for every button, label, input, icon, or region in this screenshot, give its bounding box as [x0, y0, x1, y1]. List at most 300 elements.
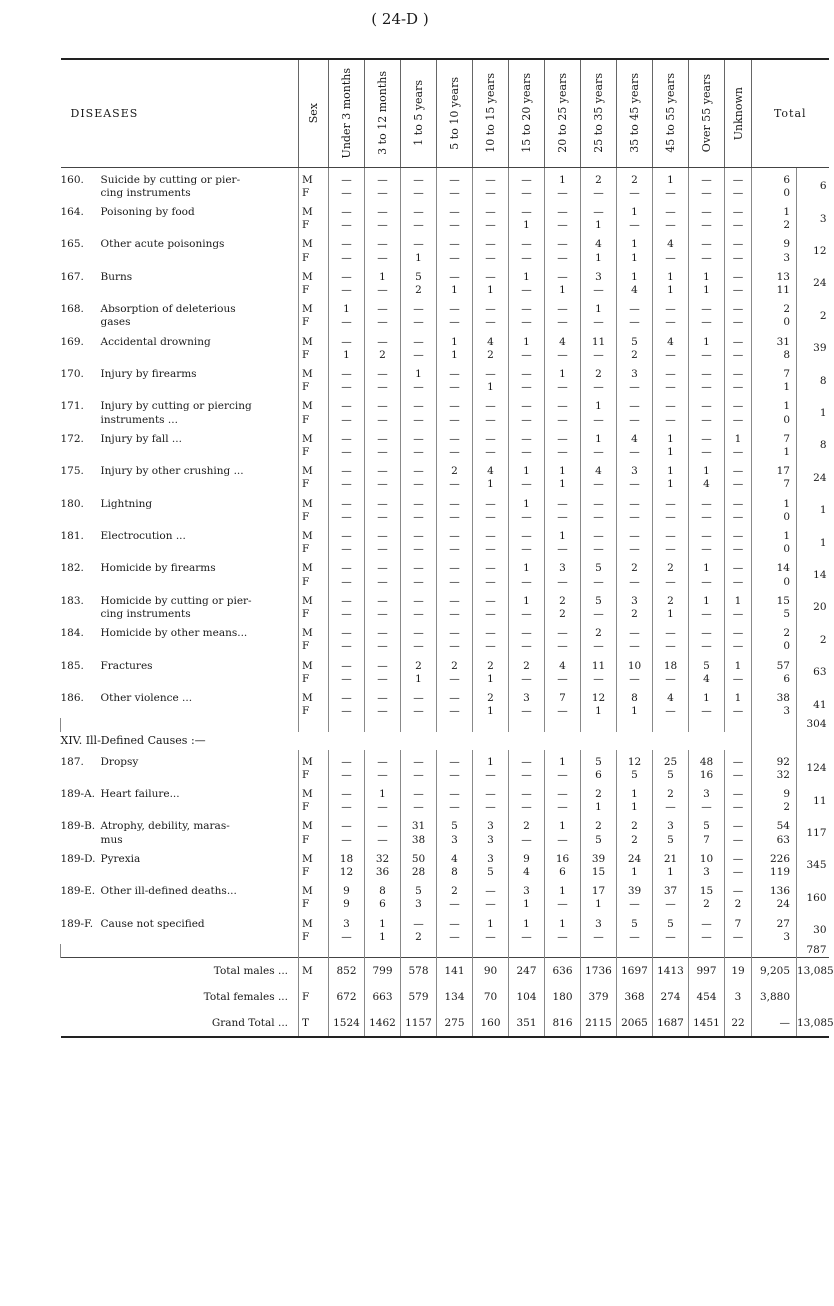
count-cell: 3 [509, 686, 545, 705]
table-row-female [61, 284, 829, 297]
count-cell: — [401, 782, 437, 801]
count-cell: 1 [653, 478, 689, 491]
disease-label: Cause not specified [100, 917, 205, 930]
sex-cell: F [299, 801, 329, 814]
count-cell: 6 [581, 769, 617, 782]
disease-label: Other violence ... [100, 692, 193, 704]
count-cell: — [617, 414, 653, 427]
count-cell: — [581, 316, 617, 329]
count-cell: 1 [581, 252, 617, 265]
summary-value-cell: 22 [725, 1010, 752, 1037]
table-row-female [61, 705, 829, 718]
count-cell: 1 [653, 284, 689, 297]
count-cell: 9 [509, 847, 545, 866]
count-cell: 4 [581, 232, 617, 251]
summary-grand-cell: 13,085 [797, 958, 829, 985]
count-cell: — [725, 834, 752, 847]
count-cell: 1 [689, 589, 725, 608]
count-cell: 1 [545, 524, 581, 543]
count-cell: 18 [653, 654, 689, 673]
disease-name [61, 394, 299, 413]
disease-name [61, 750, 299, 769]
count-cell: 3 [617, 589, 653, 608]
count-cell: 2 [365, 349, 401, 362]
count-cell: — [653, 219, 689, 232]
count-cell: 38 [401, 834, 437, 847]
count-cell: — [545, 673, 581, 686]
count-cell: 1 [653, 446, 689, 459]
count-cell: — [725, 576, 752, 589]
count-cell: — [401, 705, 437, 718]
summary-value-cell: 454 [689, 984, 725, 1010]
count-cell: 1 [473, 381, 509, 394]
count-cell: 1 [581, 427, 617, 446]
count-cell: — [365, 232, 401, 251]
disease-name-continued [61, 801, 299, 814]
age-column-header: 20 to 25 years [545, 59, 581, 167]
summary-value-cell: 274 [653, 984, 689, 1010]
count-cell: — [689, 349, 725, 362]
count-cell: — [725, 219, 752, 232]
summary-value-cell: 19 [725, 958, 752, 985]
table-row-female [61, 381, 829, 394]
summary-label: Total females ... [203, 991, 288, 1004]
count-cell: 2 [617, 814, 653, 833]
count-cell: — [689, 187, 725, 200]
count-cell: — [581, 524, 617, 543]
count-cell: — [437, 608, 473, 621]
count-cell: — [617, 394, 653, 413]
count-cell: — [437, 414, 473, 427]
count-cell: — [545, 576, 581, 589]
disease-label: Fractures [100, 659, 153, 672]
count-cell: — [329, 556, 365, 575]
count-cell: — [581, 608, 617, 621]
count-cell: — [545, 252, 581, 265]
count-cell: 5 [653, 769, 689, 782]
sex-total-cell: 31 [752, 330, 797, 349]
count-cell: 8 [365, 879, 401, 898]
count-cell: 1 [509, 898, 545, 911]
disease-name-continued [61, 866, 299, 879]
summary-label: Total males ... [61, 958, 299, 985]
disease-name-continued [61, 414, 299, 427]
table-row-male [61, 297, 829, 316]
age-column-header: Over 55 years [689, 59, 725, 167]
summary-value-cell: 368 [617, 984, 653, 1010]
count-cell: — [581, 931, 617, 944]
empty-cell [365, 944, 401, 958]
count-cell: — [365, 576, 401, 589]
grand-total-cell: 3 [797, 200, 829, 232]
count-cell: 1 [617, 232, 653, 251]
empty-cell [653, 944, 689, 958]
table-row-female [61, 349, 829, 362]
count-cell: — [617, 640, 653, 653]
count-cell: 5 [617, 330, 653, 349]
count-cell: — [689, 511, 725, 524]
disease-name-continued [61, 931, 299, 944]
count-cell: — [509, 705, 545, 718]
table-row-female [61, 252, 829, 265]
count-cell: — [473, 801, 509, 814]
count-cell: 1 [545, 167, 581, 187]
count-cell: — [545, 782, 581, 801]
count-cell: — [437, 931, 473, 944]
count-cell: — [329, 608, 365, 621]
sex-cell: M [299, 362, 329, 381]
grand-total-cell: 14 [797, 556, 829, 588]
count-cell: — [437, 511, 473, 524]
disease-number: 187. [60, 755, 84, 768]
grand-total-cell: 24 [797, 265, 829, 297]
count-cell: 1 [617, 866, 653, 879]
disease-name [61, 167, 299, 187]
page-number: ( 24-D ) [371, 10, 429, 28]
count-cell: — [689, 252, 725, 265]
count-cell: 1 [617, 200, 653, 219]
count-cell: 1 [725, 589, 752, 608]
count-cell: 1 [473, 705, 509, 718]
count-cell: — [329, 524, 365, 543]
count-cell: — [725, 621, 752, 640]
count-cell: — [689, 316, 725, 329]
disease-name [61, 556, 299, 575]
sex-total-cell: 5 [752, 608, 797, 621]
sex-cell: F [299, 898, 329, 911]
sex-header: Sex [299, 59, 329, 167]
count-cell: 2 [581, 167, 617, 187]
count-cell: — [725, 640, 752, 653]
disease-name-continued [61, 511, 299, 524]
age-column-header: 45 to 55 years [653, 59, 689, 167]
count-cell: 4 [617, 427, 653, 446]
count-cell: — [509, 381, 545, 394]
count-cell: — [509, 427, 545, 446]
count-cell: — [725, 316, 752, 329]
sex-cell: M [299, 524, 329, 543]
count-cell: — [329, 769, 365, 782]
empty-cell [545, 718, 581, 731]
sex-total-cell: 1 [752, 524, 797, 543]
count-cell: — [473, 608, 509, 621]
count-cell: 15 [689, 879, 725, 898]
count-cell: — [653, 705, 689, 718]
count-cell: — [509, 511, 545, 524]
sex-cell: F [299, 866, 329, 879]
table-row-male [61, 814, 829, 833]
count-cell: 2 [473, 686, 509, 705]
summary-value-cell: 799 [365, 958, 401, 985]
count-cell: — [689, 200, 725, 219]
count-cell: 1 [689, 265, 725, 284]
count-cell: — [329, 316, 365, 329]
count-cell: — [437, 381, 473, 394]
count-cell: — [725, 556, 752, 575]
disease-label: Burns [100, 270, 133, 283]
count-cell: 1 [689, 330, 725, 349]
count-cell: — [725, 814, 752, 833]
count-cell: — [545, 414, 581, 427]
count-cell: 3 [689, 866, 725, 879]
count-cell: 1 [473, 673, 509, 686]
count-cell: 1 [509, 912, 545, 931]
table-row-female [61, 673, 829, 686]
count-cell: 17 [581, 879, 617, 898]
count-cell: — [329, 232, 365, 251]
sex-total-cell: 2 [752, 297, 797, 316]
count-cell: — [725, 187, 752, 200]
count-cell: 1 [581, 297, 617, 316]
count-cell: — [653, 511, 689, 524]
count-cell: — [509, 801, 545, 814]
count-cell: 1 [545, 750, 581, 769]
grand-total-cell: 117 [797, 814, 829, 846]
grand-total-cell: 2 [797, 297, 829, 329]
count-cell: — [617, 673, 653, 686]
count-cell: — [725, 362, 752, 381]
count-cell: — [365, 394, 401, 413]
summary-value-cell: 3 [725, 984, 752, 1010]
count-cell: — [437, 750, 473, 769]
table-row-female [61, 866, 829, 879]
disease-name [61, 847, 299, 866]
count-cell: 7 [545, 686, 581, 705]
count-cell: — [437, 912, 473, 931]
summary-value-cell: 247 [509, 958, 545, 985]
count-cell: 10 [617, 654, 653, 673]
sex-cell: M [299, 814, 329, 833]
sex-cell: M [299, 232, 329, 251]
sex-total-cell: 6 [752, 167, 797, 187]
count-cell: 3 [545, 556, 581, 575]
count-cell: 5 [581, 556, 617, 575]
count-cell: — [437, 478, 473, 491]
count-cell: — [365, 673, 401, 686]
table-row-female [61, 316, 829, 329]
grand-total-cell: 1 [797, 394, 829, 426]
count-cell: 2 [401, 654, 437, 673]
sex-total-cell: 2 [752, 801, 797, 814]
count-cell: — [401, 381, 437, 394]
count-cell: 1 [581, 898, 617, 911]
count-cell: 1 [653, 265, 689, 284]
grand-total-cell: 160 [797, 879, 829, 911]
count-cell: — [689, 492, 725, 511]
sex-total-cell: 6 [752, 673, 797, 686]
summary-grand-cell: 13,085 [797, 1010, 829, 1037]
count-cell: — [401, 524, 437, 543]
table-row-female [61, 219, 829, 232]
count-cell: — [365, 219, 401, 232]
count-cell: — [401, 414, 437, 427]
count-cell: — [473, 167, 509, 187]
count-cell: 1 [401, 673, 437, 686]
count-cell: — [545, 931, 581, 944]
count-cell: — [329, 621, 365, 640]
sex-cell: M [299, 750, 329, 769]
count-cell: 9 [329, 879, 365, 898]
count-cell: — [725, 524, 752, 543]
count-cell: — [545, 898, 581, 911]
diseases-header: DISEASES [61, 59, 299, 167]
count-cell: 1 [653, 608, 689, 621]
count-cell: — [581, 414, 617, 427]
count-cell: — [401, 801, 437, 814]
count-cell: — [329, 330, 365, 349]
sex-total-cell: 9 [752, 782, 797, 801]
table-row-male [61, 879, 829, 898]
count-cell: — [617, 219, 653, 232]
count-cell: 9 [329, 898, 365, 911]
count-cell: — [545, 511, 581, 524]
sex-cell: M [299, 492, 329, 511]
count-cell: — [401, 200, 437, 219]
sex-total-cell: 38 [752, 686, 797, 705]
count-cell: — [365, 446, 401, 459]
table-row-female [61, 608, 829, 621]
count-cell: 3 [437, 834, 473, 847]
count-cell: — [689, 394, 725, 413]
count-cell: — [581, 673, 617, 686]
empty-cell [473, 718, 509, 731]
count-cell: — [473, 879, 509, 898]
count-cell: — [725, 866, 752, 879]
count-cell: — [509, 349, 545, 362]
count-cell: — [473, 898, 509, 911]
empty-cell [725, 718, 752, 731]
mortality-table [60, 58, 834, 1038]
count-cell: 1 [545, 478, 581, 491]
sex-total-cell: 14 [752, 556, 797, 575]
count-cell: — [689, 543, 725, 556]
disease-name-continued [61, 608, 299, 621]
empty-cell [299, 718, 329, 731]
count-cell: — [725, 200, 752, 219]
count-cell: — [401, 543, 437, 556]
sex-cell: F [299, 414, 329, 427]
count-cell: — [473, 576, 509, 589]
count-cell: — [473, 511, 509, 524]
count-cell: 12 [329, 866, 365, 879]
count-cell: — [509, 524, 545, 543]
summary-value-cell: 663 [365, 984, 401, 1010]
count-cell: 28 [401, 866, 437, 879]
count-cell: — [437, 769, 473, 782]
sex-total-cell: 0 [752, 316, 797, 329]
sex-cell: F [299, 543, 329, 556]
summary-value-cell: 379 [581, 984, 617, 1010]
count-cell: — [437, 543, 473, 556]
sex-total-cell: 54 [752, 814, 797, 833]
count-cell: — [365, 769, 401, 782]
sex-total-cell: 2 [752, 621, 797, 640]
summary-value-cell: 180 [545, 984, 581, 1010]
count-cell: — [437, 556, 473, 575]
count-cell: — [509, 252, 545, 265]
count-cell: 1 [653, 167, 689, 187]
count-cell: 1 [689, 459, 725, 478]
table-row-male [61, 686, 829, 705]
count-cell: 11 [581, 654, 617, 673]
count-cell: — [653, 414, 689, 427]
count-cell: — [401, 478, 437, 491]
count-cell: — [365, 414, 401, 427]
count-cell: — [329, 459, 365, 478]
count-cell: — [509, 478, 545, 491]
count-cell: — [401, 686, 437, 705]
table-row-male [61, 330, 829, 349]
count-cell: — [329, 362, 365, 381]
count-cell: — [545, 769, 581, 782]
disease-number: 189-B. [60, 820, 96, 833]
section-total-cell: 787 [797, 944, 829, 958]
count-cell: 4 [653, 330, 689, 349]
count-cell: — [401, 167, 437, 187]
count-cell: — [473, 232, 509, 251]
count-cell: 8 [617, 686, 653, 705]
count-cell: — [689, 524, 725, 543]
count-cell: — [509, 673, 545, 686]
count-cell: — [617, 492, 653, 511]
count-cell: — [437, 898, 473, 911]
age-column-header: 3 to 12 months [365, 59, 401, 167]
count-cell: — [725, 879, 752, 898]
count-cell: — [653, 297, 689, 316]
empty-cell [61, 718, 299, 731]
count-cell: — [473, 446, 509, 459]
count-cell: — [437, 394, 473, 413]
count-cell: 1 [509, 492, 545, 511]
table-row-male [61, 750, 829, 769]
empty-cell [581, 944, 617, 958]
empty-cell [437, 944, 473, 958]
count-cell: — [689, 931, 725, 944]
sex-cell: F [299, 673, 329, 686]
count-cell: — [473, 931, 509, 944]
count-cell: — [473, 769, 509, 782]
table-row-female [61, 446, 829, 459]
count-cell: — [725, 349, 752, 362]
count-cell: — [689, 801, 725, 814]
header-row [61, 59, 829, 167]
sex-total-cell: 7 [752, 427, 797, 446]
grand-total-cell: 1 [797, 492, 829, 524]
count-cell: — [437, 219, 473, 232]
sex-total-cell: 3 [752, 705, 797, 718]
count-cell: 10 [689, 847, 725, 866]
count-cell: — [653, 931, 689, 944]
disease-name-continued [61, 673, 299, 686]
disease-name [61, 265, 299, 284]
sex-cell: M [299, 621, 329, 640]
count-cell: — [329, 686, 365, 705]
disease-name [61, 782, 299, 801]
count-cell: — [653, 362, 689, 381]
count-cell: — [329, 167, 365, 187]
grand-total-cell: 20 [797, 589, 829, 621]
count-cell: — [725, 608, 752, 621]
section-total-cell: 304 [797, 718, 829, 731]
count-cell: — [329, 543, 365, 556]
count-cell: — [653, 316, 689, 329]
count-cell: — [473, 265, 509, 284]
disease-number: 169. [60, 335, 84, 348]
count-cell: — [545, 427, 581, 446]
count-cell: 1 [365, 931, 401, 944]
count-cell: — [617, 621, 653, 640]
count-cell: — [725, 167, 752, 187]
